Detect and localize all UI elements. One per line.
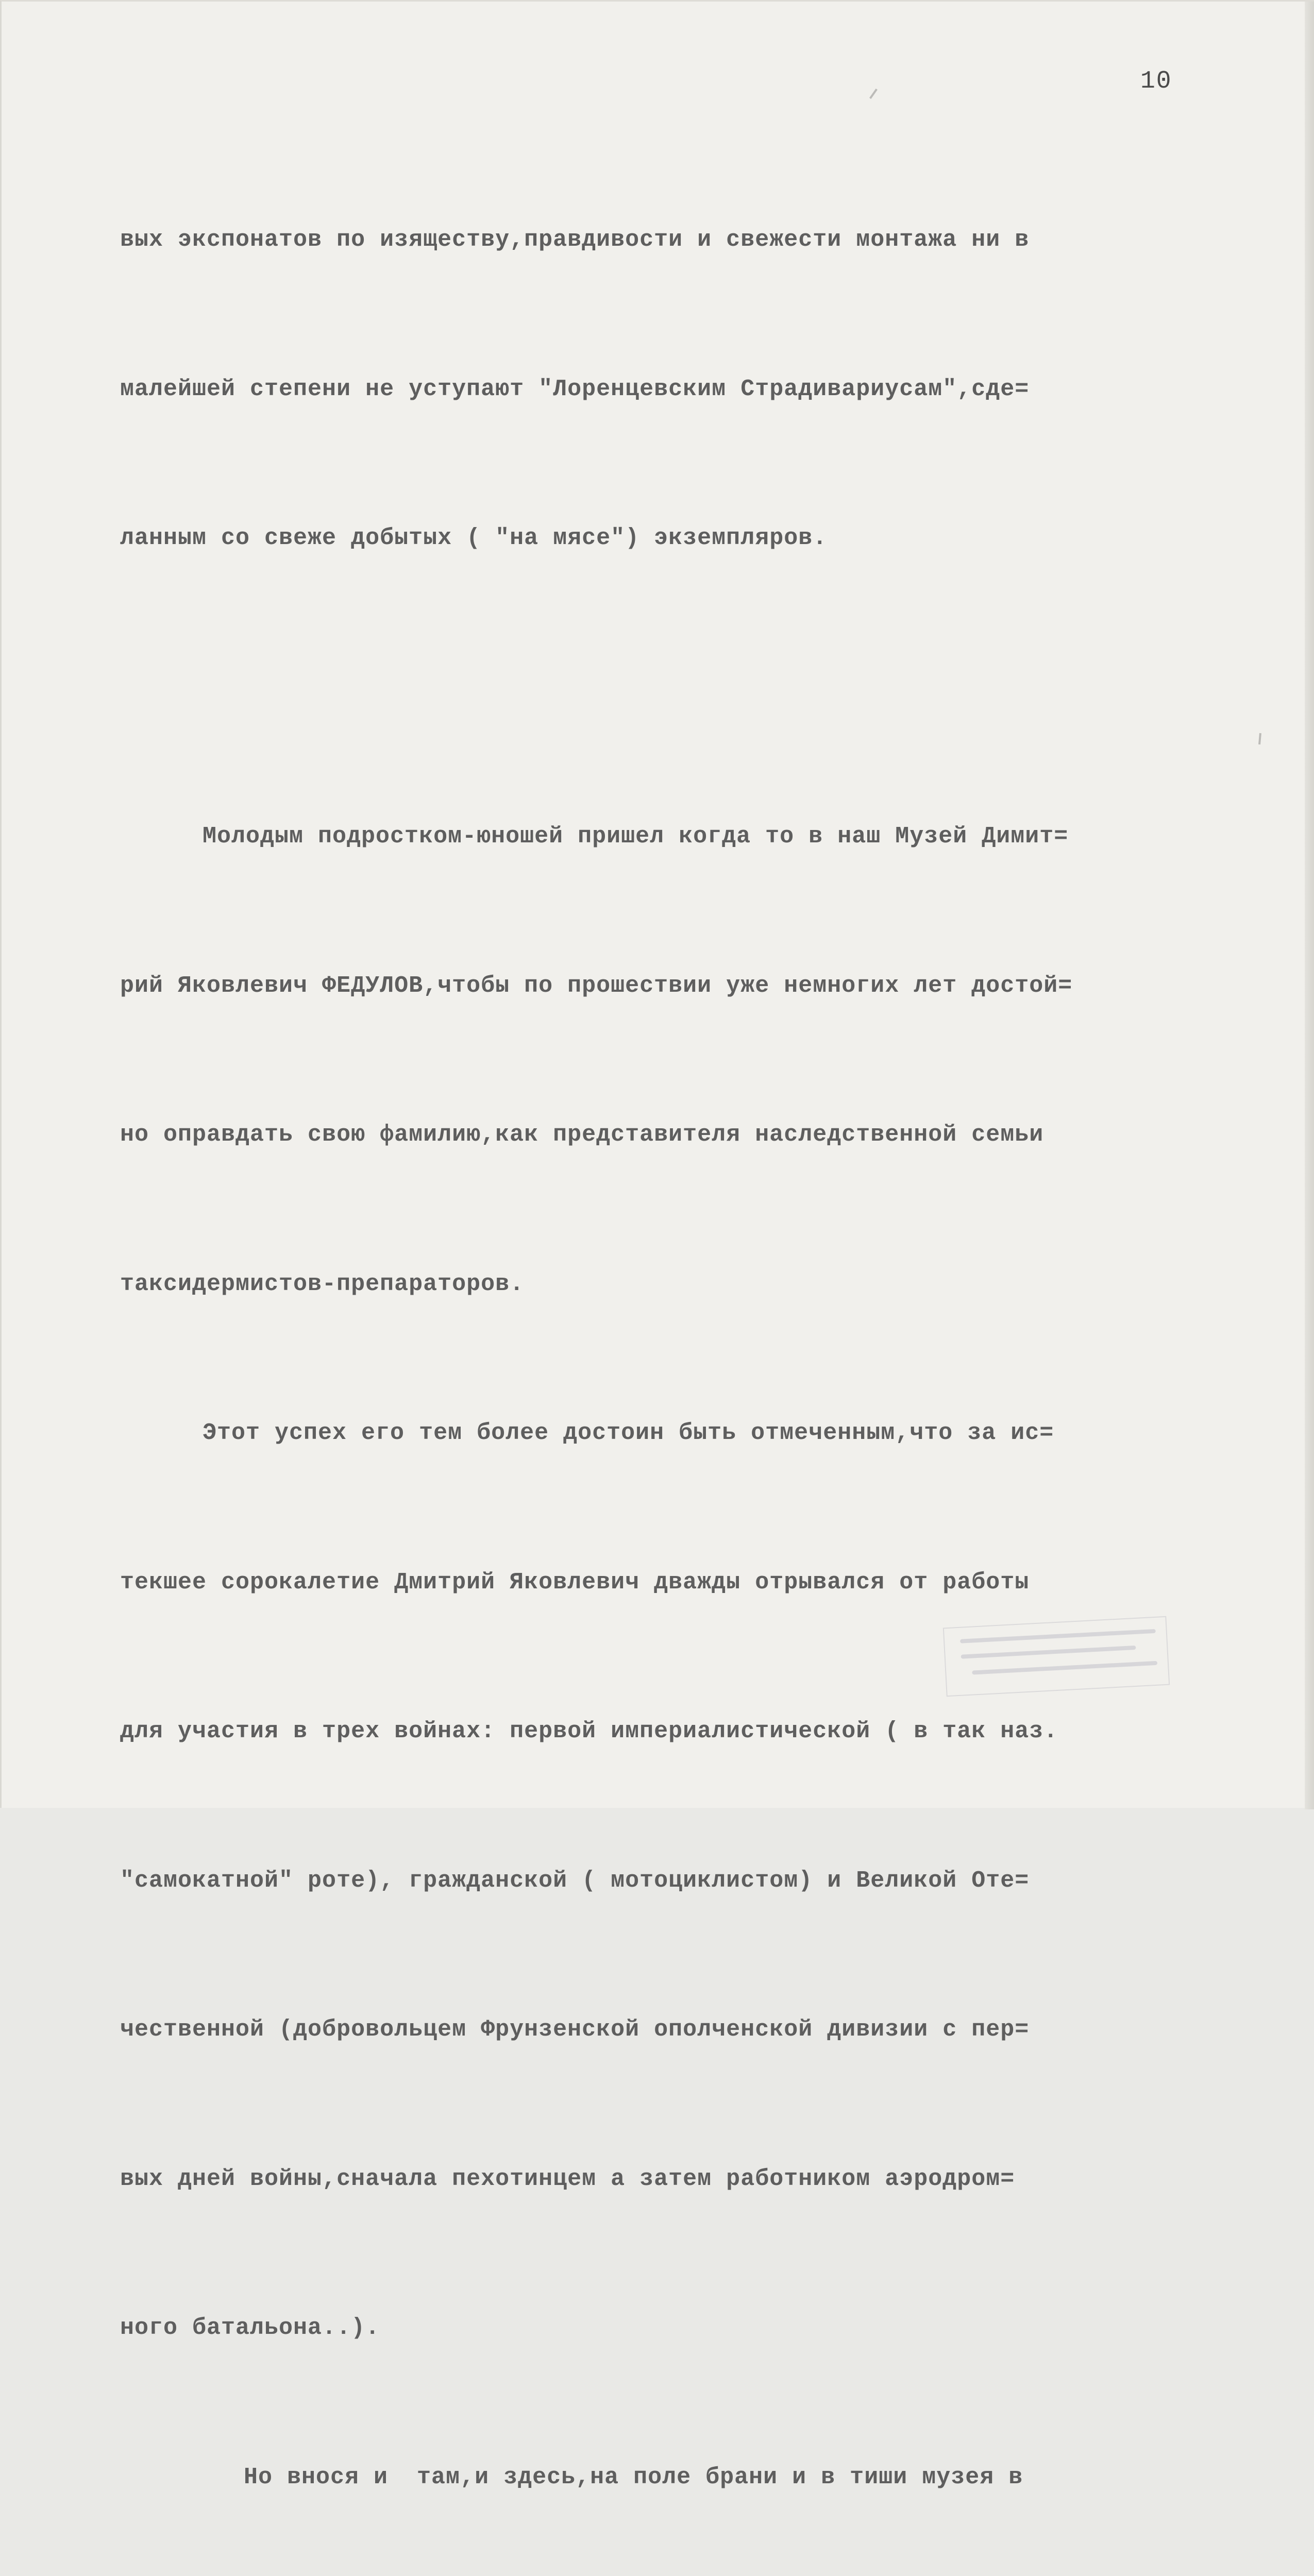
stamp-line: [972, 1661, 1157, 1675]
text-line: вых дней войны,сначала пехотинцем а затем работником аэродром=: [120, 2165, 1015, 2192]
text-line: но оправдать свою фамилию,как представителя наследственной семьи: [120, 1122, 1044, 1148]
text-line: Но внося и там,и здесь,на поле брани и в тиши музея в: [244, 2464, 1023, 2490]
text-line: текшее сорокалетие Дмитрий Яковлевич дважды отрывался от работы: [120, 1569, 1030, 1596]
typewritten-text: [120, 116, 1264, 2576]
page-number: 10: [1140, 67, 1172, 95]
pencil-mark-icon: [869, 89, 878, 99]
text-line: малейшей степени не уступают "Лоренцевским Страдивариусам",сде=: [120, 376, 1030, 402]
text-line: для участия в трех войнах: первой империалистической ( в так наз.: [120, 1718, 1058, 1744]
stamp-line: [961, 1646, 1136, 1659]
text-line: ланным со свеже добытых ( "на мясе") экземпляров.: [120, 525, 828, 551]
text-line: вых экспонатов по изяществу,правдивости и свежести монтажа ни в: [120, 227, 1030, 253]
text-line: рий Яковлевич ФЕДУЛОВ,чтобы по прошествии уже немногих лет достой=: [120, 972, 1073, 999]
text-line: Этот успех его тем более достоин быть отмеченным,что за ис=: [203, 1420, 1054, 1446]
text-line: таксидермистов-препараторов.: [120, 1270, 525, 1297]
text-line: ного батальона..).: [120, 2315, 380, 2341]
text-line: "самокатной" роте), гражданской ( мотоциклистом) и Великой Оте=: [120, 1867, 1030, 1894]
page-edge-shadow: [1305, 2, 1314, 1809]
stamp-line: [960, 1629, 1156, 1643]
paragraph-gap: [120, 663, 1264, 713]
text-line: Молодым подростком-юношей пришел когда то в наш Музей Димит=: [203, 823, 1069, 850]
text-line: чественной (добровольцем Фрунзенской ополченской дивизии с пер=: [120, 2016, 1030, 2043]
archive-stamp-icon: [943, 1616, 1170, 1697]
